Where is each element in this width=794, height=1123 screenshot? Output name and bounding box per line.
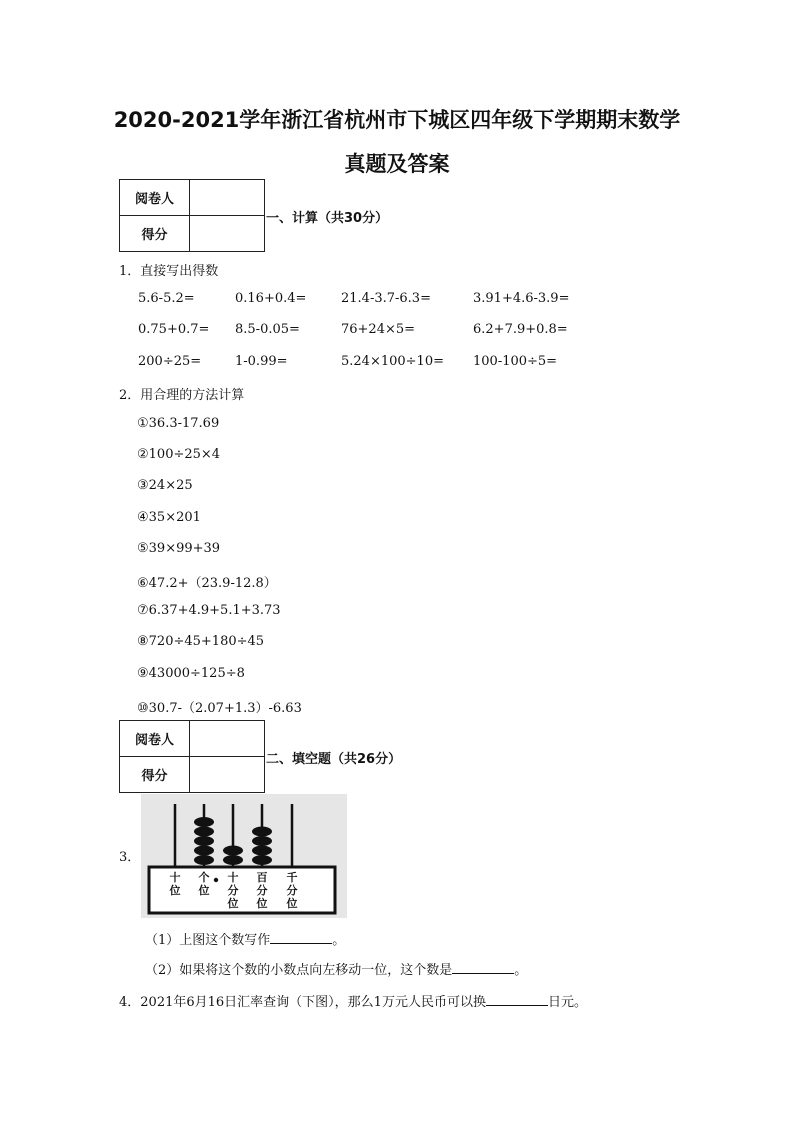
q1-expression: 0.16+0.4= [235, 291, 307, 306]
q3-number: 3． [119, 850, 141, 865]
place-label-char: 分 [227, 884, 239, 897]
place-label-char: 分 [256, 884, 268, 897]
abacus-figure [141, 794, 347, 918]
score-cell [190, 757, 265, 793]
place-label-char: 位 [169, 884, 181, 897]
q1-expression: 3.91+4.6-3.9= [473, 291, 570, 306]
place-label-char: 位 [198, 884, 210, 897]
abacus-bead [194, 855, 214, 865]
section-1-heading: 一、计算（共30分） [266, 211, 389, 226]
q1-expression: 5.6-5.2= [138, 291, 195, 306]
place-label-char: 位 [256, 897, 268, 910]
q3-sub1 [145, 929, 345, 948]
q4-question [119, 991, 587, 1010]
q2-item: ④35×201 [137, 509, 201, 525]
q3-sub1-end: 。 [332, 933, 346, 948]
abacus-bead [194, 836, 214, 846]
score-label: 得分 [120, 757, 190, 793]
reviewer-label: 阅卷人 [120, 180, 190, 216]
q1-expression: 76+24×5= [341, 322, 416, 337]
q2-item: ①36.3-17.69 [137, 416, 220, 431]
abacus-bead [194, 827, 214, 837]
reviewer-label: 阅卷人 [120, 721, 190, 757]
q4-end: 日元。 [547, 995, 587, 1010]
q1-expression: 1-0.99= [235, 354, 288, 369]
title-line-2: 真题及答案 [344, 152, 450, 176]
q2-item: ⑩30.7-（2.07+1.3）-6.63 [137, 700, 302, 716]
reviewer-cell [190, 721, 265, 757]
title-line-1: 2020-2021学年浙江省杭州市下城区四年级下学期期末数学 [113, 108, 681, 132]
place-label-char: 位 [286, 897, 298, 910]
place-label-char: 个 [198, 871, 210, 884]
abacus-bead [194, 846, 214, 856]
q2-item: ②100÷25×4 [137, 447, 221, 463]
q3-sub2-end: 。 [514, 963, 528, 978]
q1-expression: 8.5-0.05= [235, 322, 300, 337]
section-2-heading: 二、填空题（共26分） [266, 752, 402, 767]
score-label: 得分 [120, 216, 190, 252]
answer-blank-3[interactable] [486, 993, 548, 1006]
abacus-bead [252, 846, 272, 856]
q1-expression: 200÷25= [138, 354, 202, 369]
q3-sub1-text: （1）上图这个数写作 [145, 933, 271, 948]
q1-expression: 5.24×100÷10= [341, 354, 444, 369]
place-label-char: 百 [256, 871, 268, 884]
place-label-char: 千 [286, 871, 298, 884]
score-box-1 [119, 179, 265, 252]
reviewer-cell [190, 180, 265, 216]
q4-text: 4．2021年6月16日汇率查询（下图），那么1万元人民币可以换 [119, 995, 486, 1010]
q2-item: ⑤39×99+39 [137, 540, 221, 556]
q2-stem: 2．用合理的方法计算 [119, 388, 245, 403]
q2-item: ⑨43000÷125÷8 [137, 665, 245, 681]
q1-expression: 0.75+0.7= [138, 322, 210, 337]
abacus-bead [252, 836, 272, 846]
answer-blank-2[interactable] [452, 961, 514, 974]
abacus-bead [252, 827, 272, 837]
abacus-bead [223, 855, 243, 865]
abacus-bead [252, 855, 272, 865]
place-label-char: 位 [227, 897, 239, 910]
place-label-char: 分 [286, 884, 298, 897]
q3-sub2-text: （2）如果将这个数的小数点向左移动一位，这个数是 [145, 963, 453, 978]
score-box-2 [119, 720, 265, 793]
score-cell [190, 216, 265, 252]
q1-expression: 21.4-3.7-6.3= [341, 291, 431, 306]
q2-item: ③24×25 [137, 478, 193, 494]
q3-sub2 [145, 959, 527, 978]
q2-item: ⑦6.37+4.9+5.1+3.73 [137, 603, 281, 619]
q2-item: ⑧720÷45+180÷45 [137, 634, 265, 650]
place-label-char: 十 [169, 871, 181, 884]
q1-stem: 1．直接写出得数 [119, 264, 219, 279]
abacus-bead [223, 846, 243, 856]
q2-item: ⑥47.2+（23.9-12.8） [137, 576, 277, 591]
q1-expression: 6.2+7.9+0.8= [473, 322, 568, 337]
decimal-point [214, 878, 218, 882]
place-label-char: 十 [227, 871, 239, 884]
abacus-bead [194, 817, 214, 827]
answer-blank-1[interactable] [270, 931, 332, 944]
q1-expression: 100-100÷5= [473, 354, 558, 369]
